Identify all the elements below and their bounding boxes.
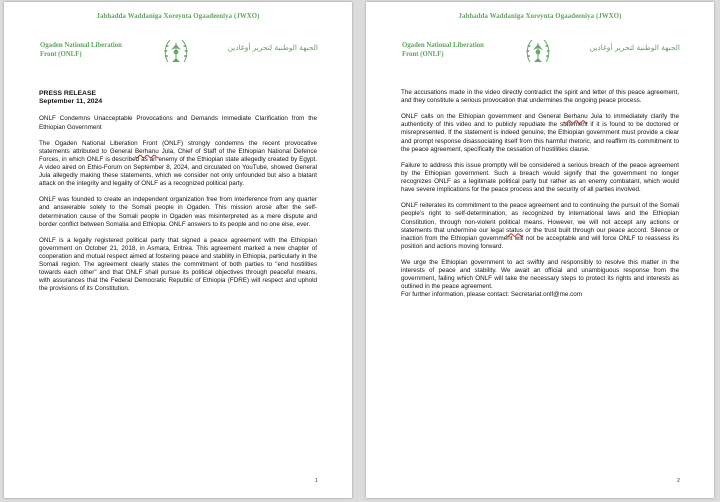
paragraph-2: ONLF was founded to create an independent organization free from interference from any quarter and answerable solely to the Somali people in Ogaden. This mission arose after the self-determination cause of the Somali people in Ogaden was misinterpreted as a mere dispute and border conflict between Somalia and Ethiopia. ONLF answers to its people and no one else, ever. <box>39 196 317 228</box>
contact-line: For further information, please contact: Secretariat.onlf@me.com <box>401 291 583 299</box>
paragraph-5 <box>401 113 679 153</box>
press-release-date: September 11, 2024 <box>39 98 103 106</box>
letterhead-arabic-name: الجبهة الوطنية لتحرير أوغادين <box>227 43 318 52</box>
paragraph-3: ONLF is a legally registered political party that signed a peace agreement with the Ethiopian government on October 21, 2018, in Asmara, Eritrea. This agreement marked a new chapter of cooperation and mutual respect aimed at fostering peace and stability in Ethiopia, particularly in the Somali region. The agreement clearly states the commitment of both parties to "end hostilities towards each other" and that ONLF shall pursue its political objectives through peaceful means, with assurances that the Federal Democratic Republic of Ethiopia (FDRE) will respect and uphold the provisions of its Constitution. <box>39 236 317 293</box>
page-number: 1 <box>314 478 318 484</box>
page-number: 2 <box>676 478 680 484</box>
letterhead-arabic-name: الجبهة الوطنية لتحرير أوغادين <box>589 43 680 52</box>
page2-body <box>401 89 679 299</box>
paragraph-7-text-b: or the trust built through our peace accord. Silence or inaction from the Ethiopian government will not be acceptable and will force ONLF to reassess its position and actions moving forward. <box>401 226 679 250</box>
wreath-emblem-icon <box>162 36 190 66</box>
letterhead-somali-name: Jabhadda Waddaniga Xoreynta Ogaadeeniya (JWXO) <box>458 13 622 20</box>
paragraph-1-text-b: Jula, Chief of Staff of the Ethiopian National Defence Forces, in which ONLF is described as an enemy of the Ethiopian state allegedly created by Egypt. A video aired on Ethio-Forum on September 8, 2024, and circulated on YouTube, showed General Jula allegedly making these statements, which we consider not only unfounded but also a blatant attack on the integrity and legality of ONLF as a recognized political party. <box>39 147 317 188</box>
paragraph-5-text-b: Jula to immediately clarify the authenticity of this video and to publicly repudiate the statement if it is found to be doctored or misrepresented. If the statement is indeed genuine, the Ethiopian government must provide a clear and prompt response disassociating itself from this harmful rhetoric, and reaffirm its commitment to the peace agreement, specifically the cessation of hostilities clause. <box>401 113 679 153</box>
paragraph-1 <box>39 140 317 189</box>
spellcheck-word-berhanu: Berhanu <box>563 113 588 121</box>
press-release-label: PRESS RELEASE <box>39 90 97 97</box>
paragraph-4: The accusations made in the video directly contradict the spirit and letter of this peace agreement, and they constitute a serious provocation that undermines the ongoing peace process. <box>401 89 679 105</box>
document-page-1 <box>4 2 352 498</box>
paragraph-8: We urge the Ethiopian government to act swiftly and responsibly to resolve this matter in the interests of peace and stability. We await an official and unambiguous response from the government, failing which ONLF will take the necessary steps to protect its rights and interests as outlined in the peace agreement. <box>401 258 679 291</box>
page1-body <box>39 90 317 302</box>
letterhead-english-line2: Front (ONLF) <box>40 50 82 58</box>
letterhead-english-line1: Ogaden National Liberation <box>40 42 122 49</box>
paragraph-1-text-a: The Ogaden National Liberation Front (ONLF) strongly condemns the recent provocative statements attributed to General <box>39 139 317 155</box>
letterhead-english-name <box>40 42 124 59</box>
paragraph-7-text-a: ONLF reiterates its commitment to the peace agreement and to continuing the pursuit of the Somali people's right to self-determination, as recognized by international laws and the Ethiopian Constitution, through non-violent political means. However, we will not accept any actions or statements that undermine our legal <box>401 202 679 234</box>
spellcheck-word-berhanu: Berhanu <box>134 147 159 155</box>
spellcheck-word-status: status <box>506 226 523 234</box>
press-release-heading: ONLF Condemns Unacceptable Provocations and Demands Immediate Clarification from the Ethiopian Government <box>39 115 317 131</box>
paragraph-5-text-a: ONLF calls on the Ethiopian government and General <box>401 113 564 121</box>
letterhead-english-name <box>402 42 486 59</box>
letterhead-english-line2: Front (ONLF) <box>402 50 444 58</box>
wreath-emblem-icon <box>524 36 552 66</box>
document-page-2 <box>366 2 714 498</box>
paragraph-6: Failure to address this issue promptly will be considered a serious breach of the peace agreement by the Ethiopian government. Such a breach would signify that the government no longer recognizes ONLF as a legitimate political party but rather as an enemy combatant, which would have severe implications for the peace process and the security of all parties involved. <box>401 161 679 194</box>
letterhead-somali-name: Jabhadda Waddaniga Xoreynta Ogaadeeniya (JWXO) <box>96 13 260 20</box>
paragraph-7 <box>401 202 679 251</box>
letterhead-english-line1: Ogaden National Liberation <box>402 42 484 49</box>
